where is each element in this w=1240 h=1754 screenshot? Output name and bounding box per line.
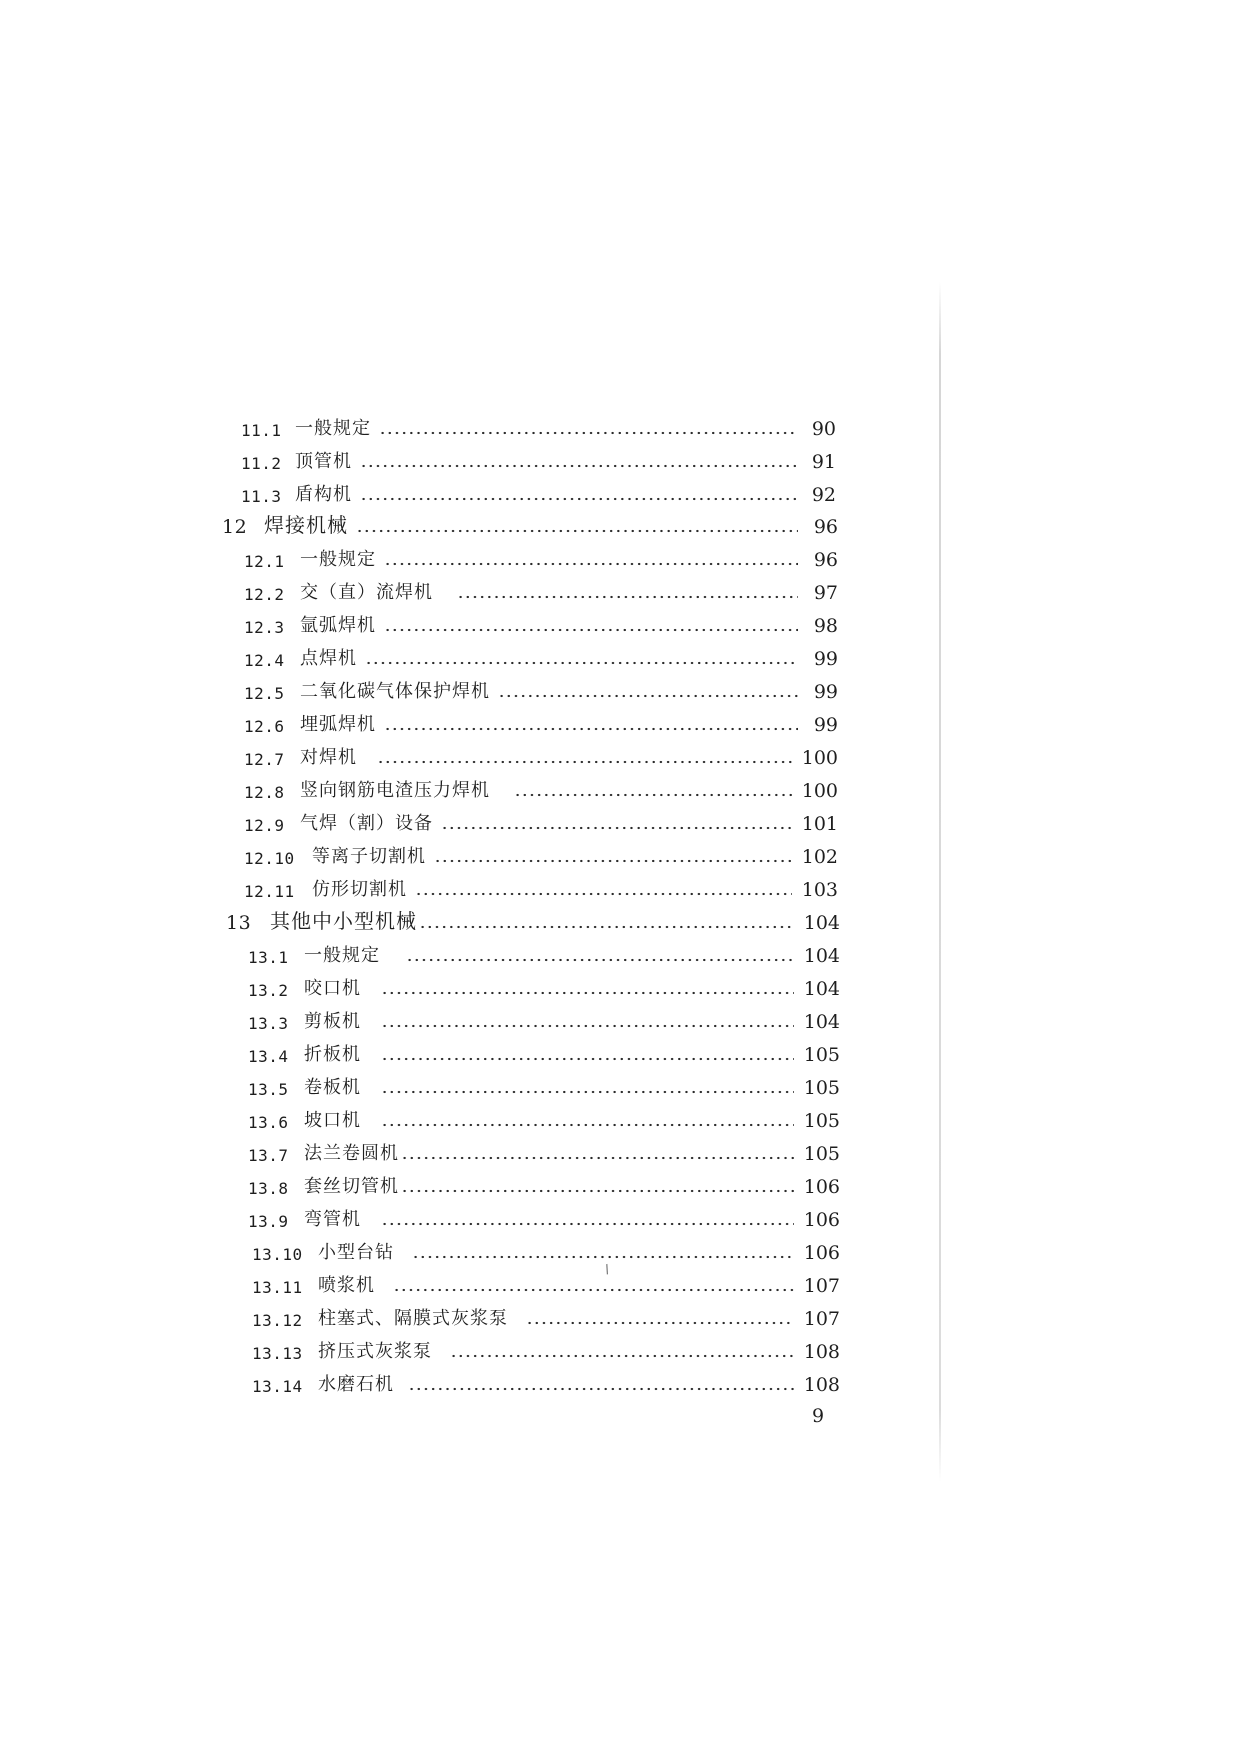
page-reference: 107 (803, 1308, 840, 1330)
dot-leader (360, 488, 796, 502)
toc-entry-13-2[interactable] (248, 970, 840, 1000)
page-reference: 96 (813, 516, 838, 538)
section-title: 氩弧焊机 (300, 615, 376, 636)
section-title: 法兰卷圆机 (304, 1143, 399, 1164)
toc-entry-13-10[interactable] (252, 1234, 840, 1264)
page-number: 9 (812, 1405, 825, 1427)
dot-leader (419, 916, 794, 930)
section-title: 交（直）流焊机 (300, 582, 433, 603)
dot-leader (441, 817, 792, 831)
dot-leader (514, 784, 792, 798)
chapter-number: 12 (222, 516, 248, 538)
page-reference: 99 (813, 681, 838, 703)
section-title: 气焊（割）设备 (300, 813, 433, 834)
toc-entry-13-9[interactable] (248, 1201, 840, 1231)
dot-leader (384, 718, 798, 732)
section-number: 13.4 (248, 1047, 289, 1066)
section-title: 顶管机 (295, 451, 352, 472)
toc-chapter-12[interactable] (222, 508, 838, 538)
section-number: 13.13 (252, 1344, 303, 1363)
section-title: 套丝切管机 (304, 1176, 399, 1197)
section-number: 12.11 (244, 882, 295, 901)
toc-entry-13-5[interactable] (248, 1069, 840, 1099)
page-reference: 106 (803, 1242, 840, 1264)
dot-leader (412, 1246, 794, 1260)
dot-leader (381, 1048, 794, 1062)
section-title: 二氧化碳气体保护焊机 (300, 681, 490, 702)
dot-leader (393, 1279, 794, 1293)
section-number: 13.8 (248, 1179, 289, 1198)
section-number: 13.11 (252, 1278, 303, 1297)
toc-entry-11-2[interactable] (241, 443, 836, 473)
page-reference: 106 (803, 1176, 840, 1198)
dot-leader (379, 422, 796, 436)
chapter-title: 其他中小型机械 (270, 909, 417, 933)
dot-leader (401, 1180, 794, 1194)
section-number: 11.3 (241, 487, 282, 506)
page-reference: 108 (803, 1341, 840, 1363)
section-number: 11.1 (241, 421, 282, 440)
page-reference: 105 (803, 1077, 840, 1099)
section-number: 13.12 (252, 1311, 303, 1330)
dot-leader (381, 1114, 794, 1128)
section-number: 12.2 (244, 585, 285, 604)
dot-leader (406, 949, 794, 963)
section-title: 卷板机 (304, 1077, 361, 1098)
section-number: 12.4 (244, 651, 285, 670)
page-reference: 98 (813, 615, 838, 637)
dot-leader (356, 520, 798, 534)
page-reference: 99 (813, 648, 838, 670)
section-number: 13.6 (248, 1113, 289, 1132)
page-reference: 92 (811, 484, 836, 506)
section-number: 13.2 (248, 981, 289, 1000)
section-number: 13.3 (248, 1014, 289, 1033)
section-number: 12.3 (244, 618, 285, 637)
toc-entry-13-7[interactable] (248, 1135, 840, 1165)
section-title: 一般规定 (304, 945, 380, 966)
section-title: 等离子切割机 (312, 846, 426, 867)
section-title: 仿形切割机 (312, 879, 407, 900)
dot-leader (498, 685, 798, 699)
page-reference: 106 (803, 1209, 840, 1231)
section-number: 12.9 (244, 816, 285, 835)
dot-leader (365, 652, 798, 666)
section-number: 13.1 (248, 948, 289, 967)
toc-entry-11-3[interactable] (241, 476, 836, 506)
page-reference: 102 (801, 846, 838, 868)
toc-entry-12-4[interactable] (244, 640, 838, 670)
page-reference: 96 (813, 549, 838, 571)
toc-entry-13-12[interactable] (252, 1300, 840, 1330)
section-title: 折板机 (304, 1044, 361, 1065)
section-title: 坡口机 (304, 1110, 361, 1131)
section-title: 竖向钢筋电渣压力焊机 (300, 780, 490, 801)
toc-entry-12-5[interactable] (244, 673, 838, 703)
dot-leader (450, 1345, 794, 1359)
page-reference: 107 (803, 1275, 840, 1297)
page-reference: 100 (801, 747, 838, 769)
dot-leader (384, 553, 798, 567)
section-title: 柱塞式、隔膜式灰浆泵 (318, 1308, 508, 1329)
page-reference: 104 (803, 978, 840, 1000)
section-title: 喷浆机 (318, 1275, 375, 1296)
dot-leader (434, 850, 792, 864)
toc-entry-13-14[interactable] (252, 1366, 840, 1396)
page-reference: 97 (813, 582, 838, 604)
section-title: 水磨石机 (318, 1374, 394, 1395)
toc-entry-12-10[interactable] (244, 838, 838, 868)
page-reference: 104 (803, 1011, 840, 1033)
toc-entry-12-9[interactable] (244, 805, 838, 835)
section-number: 12.8 (244, 783, 285, 802)
page-reference: 105 (803, 1044, 840, 1066)
section-number: 12.6 (244, 717, 285, 736)
section-number: 12.7 (244, 750, 285, 769)
dot-leader (360, 455, 796, 469)
page-reference: 104 (803, 945, 840, 967)
page-reference: 91 (811, 451, 836, 473)
toc-entry-12-3[interactable] (244, 607, 838, 637)
toc-entry-13-11[interactable] (252, 1267, 840, 1297)
section-title: 点焊机 (300, 648, 357, 669)
page-reference: 104 (803, 912, 840, 934)
page-reference: 103 (801, 879, 838, 901)
toc-entry-12-2[interactable] (244, 574, 838, 604)
scan-artifact-mark: / (602, 1261, 612, 1277)
section-number: 13.10 (252, 1245, 303, 1264)
section-title: 一般规定 (300, 549, 376, 570)
dot-leader (381, 1213, 794, 1227)
section-number: 12.10 (244, 849, 295, 868)
dot-leader (384, 619, 798, 633)
section-number: 12.1 (244, 552, 285, 571)
section-title: 剪板机 (304, 1011, 361, 1032)
page-reference: 90 (811, 418, 836, 440)
page-reference: 99 (813, 714, 838, 736)
toc-chapter-13[interactable] (226, 904, 840, 934)
section-title: 咬口机 (304, 978, 361, 999)
dot-leader (381, 1015, 794, 1029)
toc-entry-13-1[interactable] (248, 937, 840, 967)
dot-leader (526, 1312, 794, 1326)
page-reference: 105 (803, 1143, 840, 1165)
section-title: 一般规定 (295, 418, 371, 439)
dot-leader (381, 982, 794, 996)
dot-leader (457, 586, 798, 600)
section-title: 小型台钻 (318, 1242, 394, 1263)
section-title: 盾构机 (295, 484, 352, 505)
toc-entry-12-6[interactable] (244, 706, 838, 736)
section-title: 弯管机 (304, 1209, 361, 1230)
page-reference: 100 (801, 780, 838, 802)
section-title: 挤压式灰浆泵 (318, 1341, 432, 1362)
dot-leader (381, 1081, 794, 1095)
chapter-title: 焊接机械 (264, 513, 348, 537)
section-title: 埋弧焊机 (300, 714, 376, 735)
section-number: 12.5 (244, 684, 285, 703)
dot-leader (401, 1147, 794, 1161)
toc-entry-13-13[interactable] (252, 1333, 840, 1363)
toc-entry-13-6[interactable] (248, 1102, 840, 1132)
dot-leader (377, 751, 792, 765)
section-number: 13.5 (248, 1080, 289, 1099)
section-number: 11.2 (241, 454, 282, 473)
toc-entry-12-7[interactable] (244, 739, 838, 769)
toc-entry-11-1[interactable] (241, 410, 836, 440)
section-title: 对焊机 (300, 747, 357, 768)
dot-leader (408, 1378, 794, 1392)
page-reference: 108 (803, 1374, 840, 1396)
page-reference: 101 (801, 813, 838, 835)
toc-entry-13-3[interactable] (248, 1003, 840, 1033)
toc-entry-12-11[interactable] (244, 871, 838, 901)
toc-entry-13-8[interactable] (248, 1168, 840, 1198)
toc-entry-12-1[interactable] (244, 541, 838, 571)
section-number: 13.7 (248, 1146, 289, 1165)
chapter-number: 13 (226, 912, 252, 934)
dot-leader (415, 883, 792, 897)
page-reference: 105 (803, 1110, 840, 1132)
toc-entry-12-8[interactable] (244, 772, 838, 802)
section-number: 13.9 (248, 1212, 289, 1231)
toc-entry-13-4[interactable] (248, 1036, 840, 1066)
section-number: 13.14 (252, 1377, 303, 1396)
